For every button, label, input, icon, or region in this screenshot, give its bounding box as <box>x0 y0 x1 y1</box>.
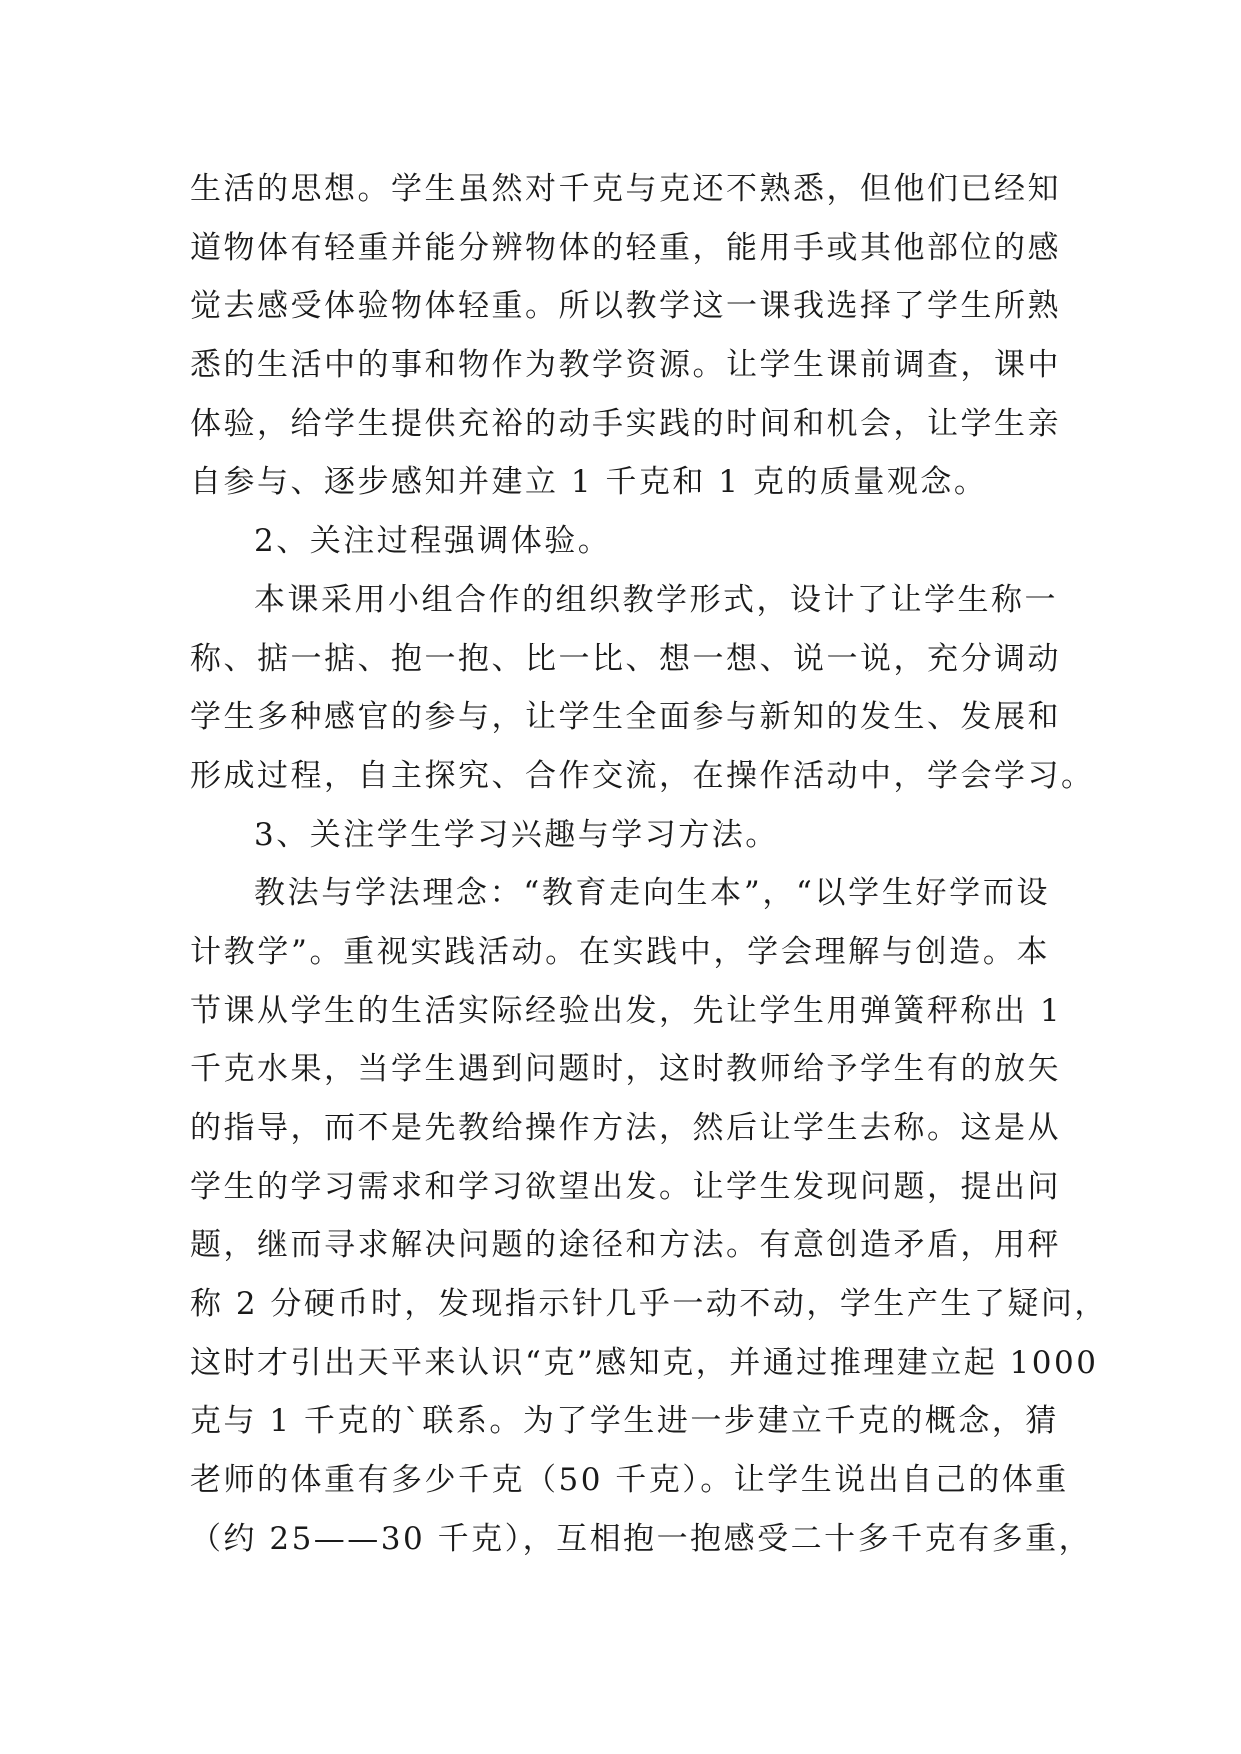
text-line: 称、掂一掂、抱一抱、比一比、想一想、说一说，充分调动 <box>190 640 1061 677</box>
text-line: 这时才引出天平来认识“克”感知克，并通过推理建立起 1000 <box>190 1344 1099 1381</box>
text-line: 道物体有轻重并能分辨物体的轻重，能用手或其他部位的感 <box>190 229 1061 266</box>
text-line: 千克水果，当学生遇到问题时，这时教师给予学生有的放矢 <box>190 1051 1061 1088</box>
text-line: 克与 1 千克的`联系。为了学生进一步建立千克的概念，猜 <box>190 1403 1059 1440</box>
text-line: 本课采用小组合作的组织教学形式，设计了让学生称一 <box>254 581 1058 618</box>
text-line: 生活的思想。学生虽然对千克与克还不熟悉，但他们已经知 <box>190 171 1061 207</box>
text-line: 题，继而寻求解决问题的途径和方法。有意创造矛盾，用秤 <box>190 1227 1061 1264</box>
text-line: 体验，给学生提供充裕的动手实践的时间和机会，让学生亲 <box>190 405 1061 442</box>
text-line: 2、关注过程强调体验。 <box>254 523 612 560</box>
text-line: 教法与学法理念：“教育走向生本”，“以学生好学而设 <box>254 875 1050 912</box>
text-line: 3、关注学生学习兴趣与学习方法。 <box>254 816 779 853</box>
text-line: 觉去感受体验物体轻重。所以教学这一课我选择了学生所熟 <box>190 288 1061 325</box>
text-line: 节课从学生的生活实际经验出发，先让学生用弹簧秤称出 1 <box>190 992 1063 1029</box>
text-line: 称 2 分硬币时，发现指示针几乎一动不动，学生产生了疑问， <box>190 1286 1108 1323</box>
text-line: 学生多种感官的参与，让学生全面参与新知的发生、发展和 <box>190 699 1061 736</box>
text-line: 自参与、逐步感知并建立 1 千克和 1 克的质量观念。 <box>190 464 988 501</box>
document-body <box>190 160 1108 1569</box>
text-line: 计教学”。重视实践活动。在实践中，学会理解与创造。本 <box>190 933 1050 970</box>
text-line: 的指导，而不是先教给操作方法，然后让学生去称。这是从 <box>190 1110 1061 1146</box>
text-line: 学生的学习需求和学习欲望出发。让学生发现问题，提出问 <box>190 1168 1061 1205</box>
text-line: 形成过程，自主探究、合作交流，在操作活动中，学会学习。 <box>190 757 1095 794</box>
text-line: 悉的生活中的事和物作为教学资源。让学生课前调查，课中 <box>190 347 1061 384</box>
text-line: 老师的体重有多少千克（50 千克）。让学生说出自己的体重 <box>190 1462 1069 1499</box>
text-line: （约 25——30 千克），互相抱一抱感受二十多千克有多重， <box>190 1520 1093 1557</box>
